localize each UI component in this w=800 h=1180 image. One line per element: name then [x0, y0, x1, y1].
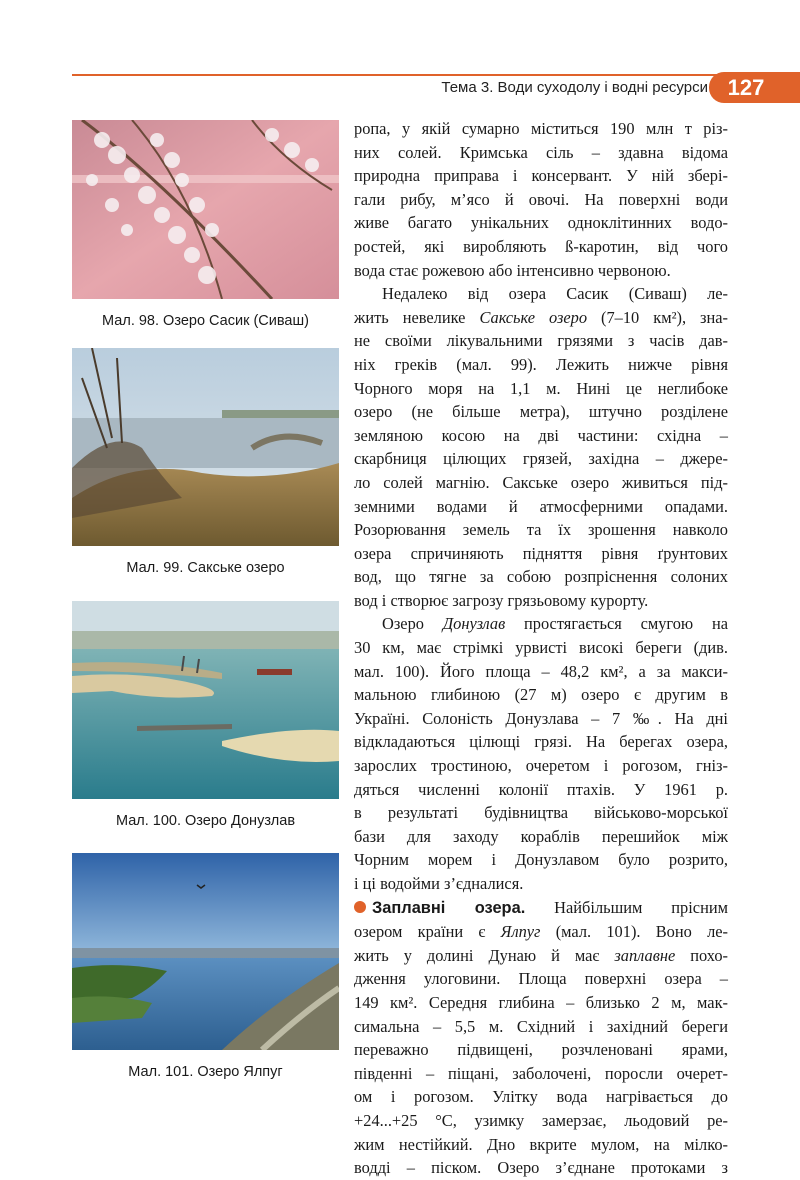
photo-lake-sasyk	[72, 120, 339, 299]
paragraph-donuzlav: Озеро Донузлав простягається смугою на 30 км, має стрімкі урвисті високі береги (див. мал. 100). Його площа – 48,2 км², а за макси- мальною глибиною (27 м) озеро є другим в Україні. Солоність Донузлава – 7 ‰. На дні відкладаються цілющі грязі. На берегах озера, зарослих тростиною, очеретом і рогозом, гніз- дяться численні колонії птахів. У 1961 р. в результаті будівництва військово-морської бази для заходу кораблів перешийок між Чорним морем і Донузлавом було розрито,	[354, 614, 728, 870]
figure-caption: Мал. 98. Озеро Сасик (Сиваш)	[102, 313, 309, 329]
figure-98	[72, 120, 339, 329]
body-text	[354, 117, 728, 1180]
paragraph-brine: ропа, у якій сумарно міститься 190 млн т різ- них солей. Кримська сіль – здавна відома природна приправа і консервант. У ній збері- гали рибу, м’ясо й овочі. На поверхні води живе багато унікальних одноклітинних водо- ростей, які виробляють ß-каротин, від чого	[354, 119, 728, 256]
page-number: 127	[727, 75, 765, 100]
figure-caption: Мал. 101. Озеро Ялпуг	[128, 1064, 283, 1080]
figure-caption: Мал. 100. Озеро Донузлав	[115, 813, 296, 829]
term-floodplain: заплавне	[614, 945, 676, 965]
term-yalpuh: Ялпуг	[500, 922, 541, 942]
photo-yalpuh-lake	[72, 853, 339, 1050]
term-saky-lake: Сакське озеро	[479, 307, 588, 327]
paragraph-brine-end: вода стає рожевою або інтенсивно червоною.	[354, 260, 671, 280]
paragraph-donuzlav-end: і ці водойми з’єдналися.	[354, 874, 524, 893]
paragraph-floodplain: Заплавні озера. Найбільшим прісним озером країни є Ялпуг (мал. 101). Воно ле- жить у долині Дунаю й має заплавне похо- дження улоговини. Площа поверхні озера – 149 км². Середня глибина – близько 2 м, мак- симальна – 5,5 м. Східний і західний береги переважно підвищені, розчленовані ярами, південні – піщані, заболочені, поросли очерет- ом і рогозом. Улітку вода нагрівається до +24...+25 °С, узимку замерзає, льодовий ре- жим нестійкий. Дно вкрите мулом, на мілко- водді – піском. Озеро з’єднане протоками з	[354, 897, 728, 1178]
photo-donuzlav-lake	[72, 601, 339, 799]
section-heading: Заплавні озера.	[372, 898, 526, 917]
chapter-title: Тема 3. Води суходолу і водні ресурси	[441, 79, 708, 96]
paragraph-saky-end: вод і створює загрозу грязьовому курорту.	[354, 590, 649, 610]
paragraph-saky: Недалеко від озера Сасик (Сиваш) ле- жить невелике Сакське озеро (7–10 км²), зна- не своїми лікувальними грязями з часів дав- ніх греків (мал. 99). Лежить нижче рівня Чорного моря на 1,1 м. Нині це неглибоке озеро (не більше метра), штучно розділене земляною косою на дві частини: східна – скарбниця цілющих грязей, західна – джере- ло солей магнію. Сакське озеро живиться під- земними водами й атмосферними опадами. Розорювання земель та їх зрошення навколо озера спричиняють підняття рівня ґрунтових вод, що тягне за собою розпріснення солоних	[354, 284, 728, 587]
figure-99	[72, 348, 339, 576]
term-donuzlav: Донузлав	[442, 614, 506, 634]
figure-100	[72, 601, 339, 829]
figure-101	[72, 853, 339, 1080]
bullet-icon	[354, 901, 366, 913]
figure-caption: Мал. 99. Сакське озеро	[126, 560, 285, 576]
photo-saky-lake	[72, 348, 339, 546]
